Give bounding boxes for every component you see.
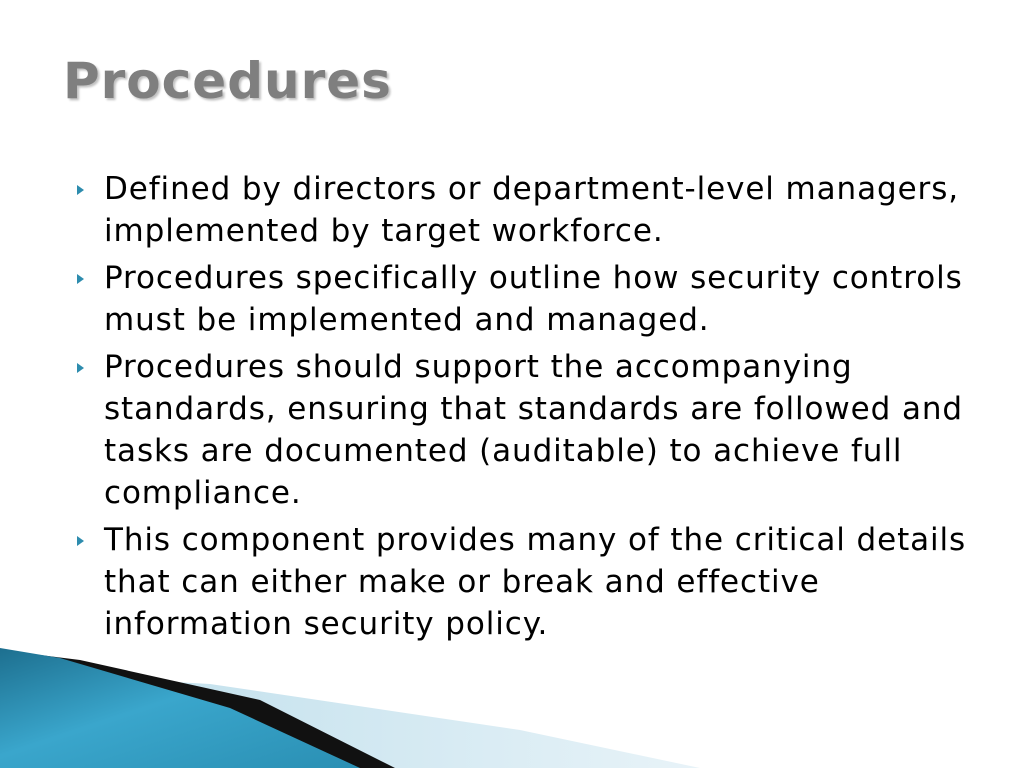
bullet-text: Procedures specifically outline how security controls must be implemented and managed. (104, 260, 963, 338)
slide-title: Procedures (63, 52, 392, 110)
bullet-text: This component provides many of the critical details that can either make or break and effective information security policy. (104, 522, 967, 642)
bullet-text: Procedures should support the accompanying standards, ensuring that standards are followed and tasks are documented (auditable) to achieve full compliance. (104, 349, 963, 511)
bullet-text: Defined by directors or department-level managers, implemented by target workforce. (104, 171, 959, 249)
